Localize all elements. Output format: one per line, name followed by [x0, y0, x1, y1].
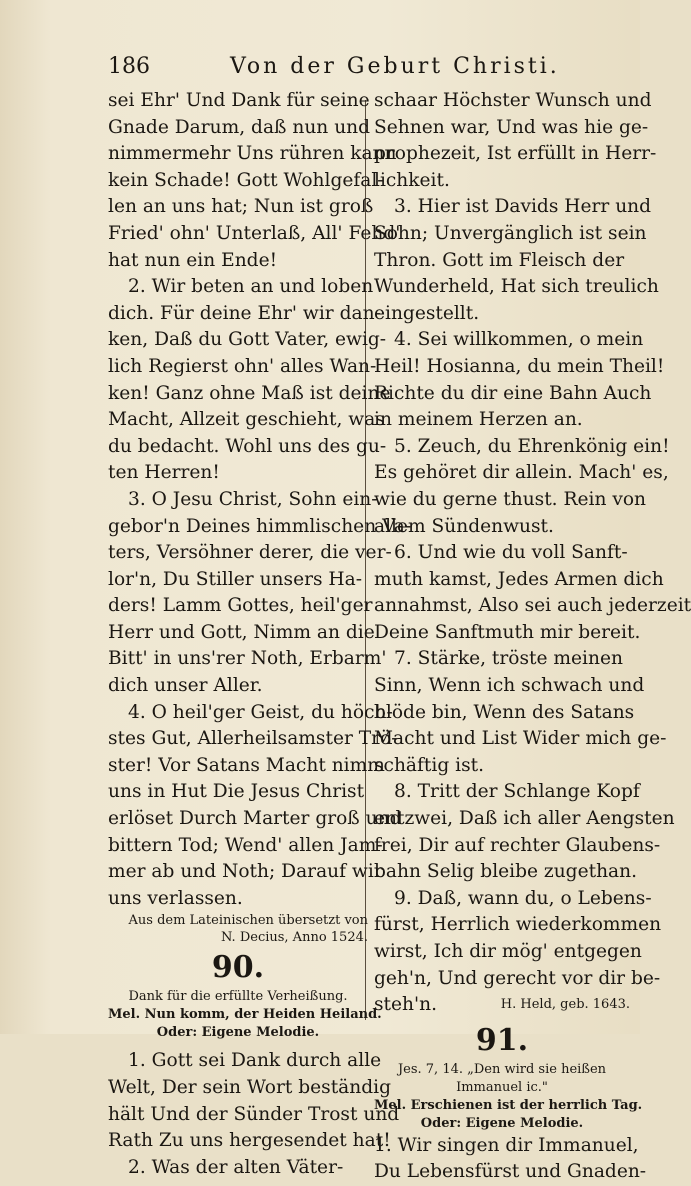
melody-line: Mel. Erschienen ist der herrlich Tag. — [374, 1097, 643, 1113]
right-column — [374, 88, 691, 1186]
last-line-with-attribution — [374, 992, 630, 1019]
text-line: Du Lebensfürst und Gnaden- — [374, 1161, 647, 1183]
text-line: muth kamst, Jedes Armen dich — [374, 568, 664, 590]
text-line: hält Und der Sünder Trost und — [108, 1103, 400, 1125]
text-line: allem Sündenwust. — [374, 515, 554, 537]
text-line: Deine Sanftmuth mir bereit. — [374, 621, 641, 643]
text-line: stes Gut, Allerheilsamster Trö- — [108, 728, 398, 750]
text-line: lich Regierst ohn' alles Wan- — [108, 355, 377, 377]
text-line: 5. Zeuch, du Ehrenkönig ein! — [394, 435, 670, 457]
scripture-reference-cont: Immanuel ic." — [456, 1079, 548, 1095]
hymn-number: 91. — [475, 1022, 529, 1058]
text-line: hat nun ein Ende! — [108, 249, 278, 271]
text-line: dich unser Aller. — [108, 675, 263, 697]
text-line: Heil! Hosianna, du mein Theil! — [374, 355, 665, 377]
text-line: kein Schade! Gott Wohlgefal- — [108, 169, 384, 191]
text-line: frei, Dir auf rechter Glaubens- — [374, 834, 661, 856]
text-line: Welt, Der sein Wort beständig — [108, 1077, 391, 1098]
text-line: 7. Stärke, tröste meinen — [394, 648, 623, 670]
text-line: lor'n, Du Stiller unsers Ha- — [108, 568, 363, 590]
text-line: annahmst, Also sei auch jederzeit — [374, 595, 691, 617]
text-line: wie du gerne thust. Rein von — [374, 488, 647, 510]
text-line: 6. Und wie du voll Sanft- — [394, 542, 628, 564]
hymn-number: 90. — [211, 950, 265, 986]
text-line: gebor'n Deines himmlischen Va- — [108, 515, 412, 537]
scripture-reference: Jes. 7, 14. „Den wird sie heißen — [397, 1061, 607, 1077]
text-line: ster! Vor Satans Macht nimm — [108, 754, 385, 776]
text-line: geh'n, Und gerecht vor dir be- — [374, 967, 661, 989]
melody-line: Mel. Nun komm, der Heiden Heiland. — [108, 1007, 382, 1023]
text-line: fürst, Herrlich wiederkommen — [374, 914, 662, 936]
page-number: 186 — [108, 54, 150, 79]
text-line: ders! Lamm Gottes, heil'ger — [108, 595, 373, 617]
text-line: schaar Höchster Wunsch und — [374, 90, 652, 111]
text-line: Thron. Gott im Fleisch der — [374, 249, 625, 271]
text-line: 2. Wir beten an und loben — [128, 276, 374, 298]
text-line: in meinem Herzen an. — [374, 409, 583, 431]
text-line: eingestellt. — [374, 302, 480, 324]
text-line: ters, Versöhner derer, die ver- — [108, 542, 392, 564]
text-line: uns verlassen. — [108, 887, 243, 909]
text-line: 4. O heil'ger Geist, du höch- — [128, 701, 393, 723]
text-line: bahn Selig bleibe zugethan. — [374, 861, 638, 883]
author-attribution: N. Decius, Anno 1524. — [221, 930, 368, 946]
text-line: 8. Tritt der Schlange Kopf — [394, 781, 640, 803]
text-line: 3. O Jesu Christ, Sohn ein- — [128, 488, 378, 510]
text-line: ken, Daß du Gott Vater, ewig- — [108, 329, 387, 351]
text-line: Macht, Allzeit geschieht, was — [108, 409, 385, 431]
text-line: mer ab und Noth; Darauf wir — [108, 861, 383, 883]
text-line: prophezeit, Ist erfüllt in Herr- — [374, 143, 657, 165]
text-line: len an uns hat; Nun ist groß — [108, 196, 374, 218]
text-line: lichkeit. — [374, 169, 450, 191]
text-line: Wunderheld, Hat sich treulich — [374, 276, 659, 298]
text-line: ten Herren! — [108, 462, 220, 484]
text-line: bittern Tod; Wend' allen Jam- — [108, 834, 383, 856]
text-line: ken! Ganz ohne Maß ist deine — [108, 382, 391, 404]
text-line: dich. Für deine Ehr' wir dan- — [108, 302, 381, 324]
text-line: 9. Daß, wann du, o Lebens- — [394, 887, 652, 909]
translation-attribution: Aus dem Lateinischen übersetzt von — [128, 913, 368, 929]
text-line: schäftig ist. — [374, 754, 485, 776]
text-line: 2. Was der alten Väter- — [128, 1156, 344, 1178]
text-line: uns in Hut Die Jesus Christ — [108, 781, 365, 803]
text-line: du bedacht. Wohl uns des gu- — [108, 435, 387, 457]
text-line: Herr und Gott, Nimm an die — [108, 621, 375, 643]
running-title: Von der Geburt Christi. — [230, 54, 560, 79]
text-line: sei Ehr' Und Dank für seine — [108, 90, 370, 111]
hymn-subtitle: Dank für die erfüllte Verheißung. — [128, 989, 348, 1005]
text-line: wirst, Ich dir mög' entgegen — [374, 941, 642, 962]
text-line: steh'n. — [374, 994, 437, 1016]
text-line: blöde bin, Wenn des Satans — [374, 701, 635, 723]
text-line: Gnade Darum, daß nun und — [108, 116, 371, 138]
text-line: 3. Hier ist Davids Herr und — [394, 196, 652, 218]
melody-alt-line: Oder: Eigene Melodie. — [156, 1025, 320, 1041]
text-line: Bitt' in uns'rer Noth, Erbarm' — [108, 648, 387, 670]
text-line: erlöset Durch Marter groß und — [108, 808, 402, 830]
text-line: nimmermehr Uns rühren kann — [108, 143, 397, 165]
text-line: Richte du dir eine Bahn Auch — [374, 382, 652, 404]
text-line: Macht und List Wider mich ge- — [374, 728, 667, 750]
text-line: Sohn; Unvergänglich ist sein — [374, 222, 647, 244]
melody-alt-line: Oder: Eigene Melodie. — [420, 1115, 584, 1131]
text-line: 4. Sei willkommen, o mein — [394, 329, 644, 351]
author-attribution: H. Held, geb. 1643. — [500, 997, 630, 1013]
text-line: 1. Wir singen dir Immanuel, — [374, 1134, 639, 1156]
text-line: Sehnen war, Und was hie ge- — [374, 116, 649, 138]
text-line: Es gehöret dir allein. Mach' es, — [374, 462, 669, 484]
text-line: Sinn, Wenn ich schwach und — [374, 675, 645, 697]
text-line: entzwei, Daß ich aller Aengsten — [374, 808, 675, 830]
page-header — [100, 54, 620, 84]
text-line: Rath Zu uns hergesendet hat! — [108, 1130, 391, 1152]
text-line: 1. Gott sei Dank durch alle — [128, 1050, 382, 1072]
text-line: Fried' ohn' Unterlaß, All' Fehd' — [108, 222, 401, 244]
